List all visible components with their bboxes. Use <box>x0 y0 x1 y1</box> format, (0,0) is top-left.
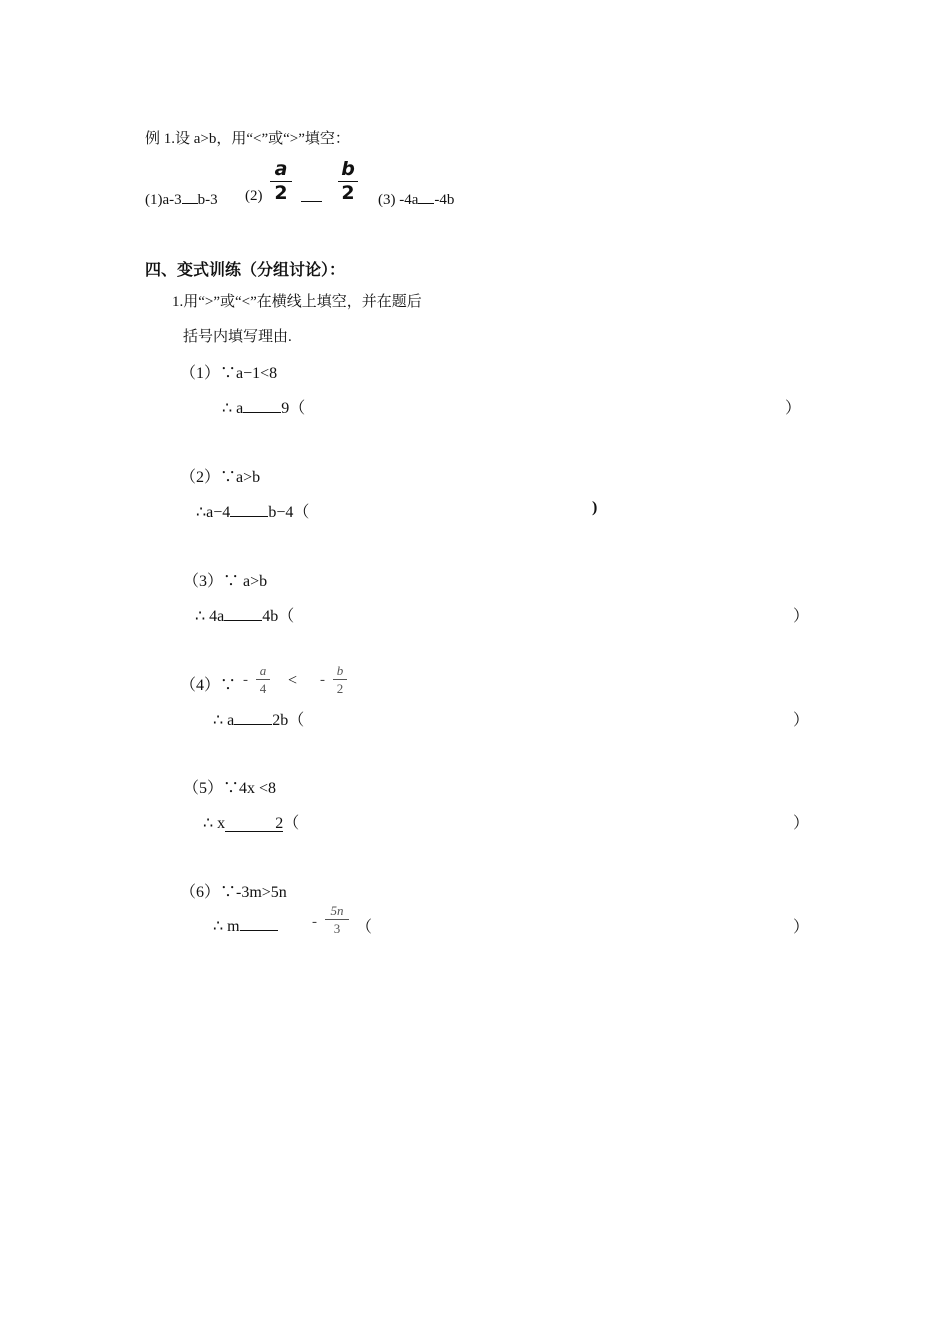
item-4-minus-1: - <box>243 672 248 688</box>
fraction-denominator: 2 <box>341 182 355 204</box>
item-6-rhs: （ <box>356 919 373 936</box>
item-5-given: （5）∵4x <8 <box>183 780 277 797</box>
item-4-lhs: ∴ a <box>213 712 235 729</box>
fraction-numerator: 5n <box>330 903 344 918</box>
instruction-line-2: 括号内填写理由. <box>183 329 292 345</box>
item-1-blank[interactable] <box>243 396 281 413</box>
item-6-conclusion <box>213 914 278 936</box>
fraction-numerator: a <box>274 158 288 180</box>
fraction-bar <box>256 679 270 680</box>
item-3-blank[interactable] <box>224 604 262 621</box>
fraction-numerator: b <box>336 663 344 678</box>
item-3-rhs: 4b（ <box>262 608 295 625</box>
example-title: 例 1.设 a>b，用“<”或“>”填空： <box>145 131 350 147</box>
fraction-numerator: b <box>341 158 355 180</box>
blank[interactable] <box>182 188 198 204</box>
item-5-reason-close: ） <box>793 815 810 832</box>
item-4-blank[interactable] <box>234 708 272 725</box>
item-6-reason-close: ） <box>793 919 810 936</box>
item-6-lhs: ∴ m <box>213 918 240 935</box>
example-part-1-rhs: b-3 <box>197 192 218 208</box>
example-part-1 <box>145 188 218 209</box>
fraction-denominator: 3 <box>333 921 341 936</box>
example-part-3-rhs: -4b <box>434 192 455 208</box>
item-5-blank-text: 2 <box>275 815 284 832</box>
fraction-denominator: 4 <box>259 681 267 696</box>
item-1-given: （1）∵a−1<8 <box>180 365 278 382</box>
item-2-given: （2）∵a>b <box>180 469 261 486</box>
item-4-less-than: < <box>288 672 298 689</box>
item-5-rhs: （ <box>283 815 300 832</box>
example-part-2-label: (2) <box>245 188 263 204</box>
item-6-minus: - <box>312 914 317 930</box>
fraction-denominator: 2 <box>274 182 288 204</box>
fraction-5n-over-3 <box>325 904 349 935</box>
item-4-minus-2: - <box>320 672 325 688</box>
example-part-3-lhs: (3) -4a <box>378 192 419 208</box>
item-1-lhs: ∴ a <box>222 400 244 417</box>
item-4-reason-close: ） <box>793 712 810 729</box>
item-5-blank[interactable] <box>225 815 283 832</box>
fraction-a-over-2 <box>270 160 292 203</box>
item-3-given: （3）∵ a>b <box>183 573 268 590</box>
item-2-lhs: ∴a−4 <box>196 504 231 521</box>
fraction-b-over-2 <box>338 160 358 203</box>
item-2-conclusion <box>196 499 309 522</box>
item-5-conclusion <box>203 810 299 833</box>
item-4-given-prefix: （4）∵ <box>180 677 237 694</box>
item-2-reason-close: ) <box>592 499 598 516</box>
item-3-lhs: ∴ 4a <box>195 608 225 625</box>
item-4-rhs: 2b（ <box>272 712 305 729</box>
fraction-bar <box>333 679 347 680</box>
item-5-lhs: ∴ x <box>203 815 226 832</box>
fraction-b-over-2-small <box>333 664 347 695</box>
section-heading: 四、变式训练（分组讨论）： <box>145 260 346 279</box>
item-3-conclusion <box>195 603 294 626</box>
instruction-line-1: 1.用“>”或“<”在横线上填空，并在题后 <box>172 294 422 310</box>
blank[interactable] <box>301 201 322 202</box>
item-3-reason-close: ） <box>793 608 810 625</box>
fraction-numerator: a <box>259 663 267 678</box>
item-1-rhs: 9（ <box>281 400 306 417</box>
example-part-3 <box>378 188 454 209</box>
example-part-1-lhs: (1)a-3 <box>145 192 182 208</box>
item-6-given: （6）∵-3m>5n <box>180 884 287 901</box>
item-2-rhs: b−4（ <box>268 504 310 521</box>
item-1-reason-close: ） <box>785 400 802 417</box>
item-1-conclusion <box>222 395 305 418</box>
item-2-blank[interactable] <box>230 500 268 517</box>
item-4-conclusion <box>213 707 304 730</box>
fraction-a-over-4 <box>256 664 270 695</box>
fraction-bar <box>325 919 349 920</box>
blank[interactable] <box>418 188 434 204</box>
item-6-blank[interactable] <box>240 914 278 931</box>
fraction-denominator: 2 <box>336 681 344 696</box>
